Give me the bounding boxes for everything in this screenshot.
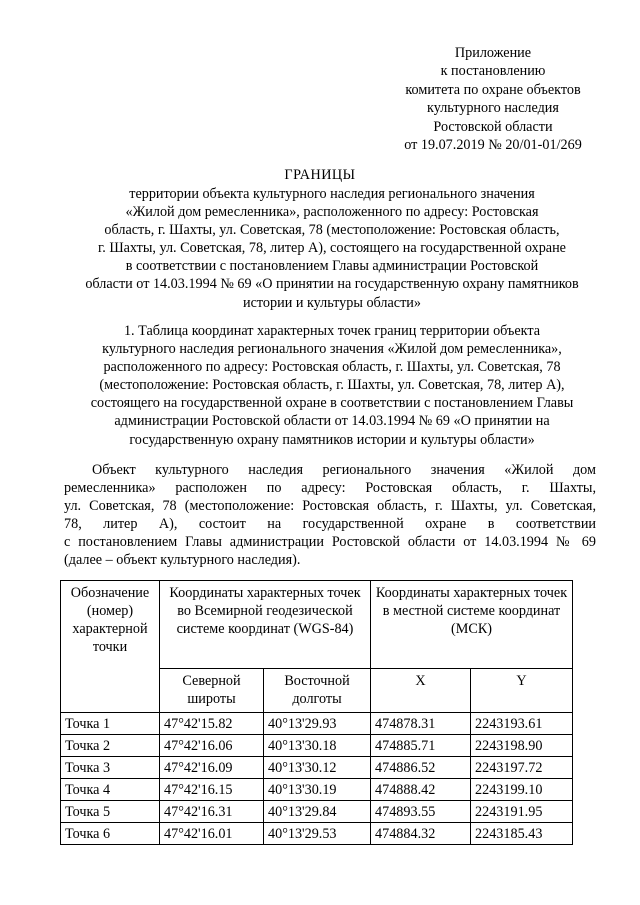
cell-lon: 40°13'29.93	[264, 713, 371, 735]
table-row	[61, 801, 573, 823]
header-north: Северной широты	[160, 669, 264, 713]
header-msk: Координаты характерных точек в местной системе координат (МСК)	[371, 581, 573, 669]
table-row	[61, 779, 573, 801]
document-subtitle	[54, 185, 610, 312]
header-x: X	[371, 669, 471, 713]
coordinates-table	[60, 580, 573, 845]
cell-y: 2243193.61	[471, 713, 573, 735]
cell-y: 2243191.95	[471, 801, 573, 823]
cell-x: 474878.31	[371, 713, 471, 735]
appendix-line: к постановлению	[440, 63, 546, 80]
table-row	[61, 823, 573, 845]
appendix-line: от 19.07.2019 № 20/01-01/269	[404, 137, 582, 154]
appendix-line: Ростовской области	[433, 118, 553, 135]
subtitle-line: области от 14.03.1994 № 69 «О принятии на государственную охрану памятников	[85, 276, 579, 293]
document-title: ГРАНИЦЫ	[284, 167, 356, 183]
section-line: 1. Таблица координат характерных точек границ территории объекта	[123, 323, 541, 339]
section-line: культурного наследия регионального значения «Жилой дом ремесленника»,	[102, 341, 562, 358]
cell-lon: 40°13'30.12	[264, 757, 371, 779]
subtitle-line: в соответствии с постановлением Главы администрации Ростовской	[125, 258, 539, 275]
paragraph-line: Объект культурного наследия регионального значения «Жилой дом	[92, 462, 596, 478]
cell-lat: 47°42'16.01	[160, 823, 264, 845]
paragraph-line: ремесленника» расположен по адресу: Ростовская область, г. Шахты,	[64, 480, 596, 497]
cell-point: Точка 2	[61, 735, 160, 757]
section-line: (местоположение: Ростовская область, г. Шахты, ул. Советская, 78, литер А),	[99, 377, 565, 394]
subtitle-line: «Жилой дом ремесленника», расположенного по адресу: Ростовская	[125, 204, 539, 221]
cell-y: 2243197.72	[471, 757, 573, 779]
section-line: расположенного по адресу: Ростовская область, г. Шахты, ул. Советская, 78	[103, 359, 561, 376]
object-description	[64, 461, 596, 570]
section-line: государственную охрану памятников истории и культуры области»	[129, 431, 535, 448]
cell-point: Точка 6	[61, 823, 160, 845]
cell-lat: 47°42'16.15	[160, 779, 264, 801]
cell-x: 474888.42	[371, 779, 471, 801]
cell-x: 474893.55	[371, 801, 471, 823]
appendix-header	[380, 44, 606, 154]
paragraph-line: с постановлением Главы администрации Ростовской области от 14.03.1994 № 69	[64, 534, 596, 551]
cell-lon: 40°13'29.84	[264, 801, 371, 823]
cell-point: Точка 4	[61, 779, 160, 801]
cell-lon: 40°13'30.19	[264, 779, 371, 801]
table-row	[61, 713, 573, 735]
appendix-line: Приложение	[454, 45, 532, 61]
header-wgs: Координаты характерных точек во Всемирной геодезической системе координат (WGS-84)	[160, 581, 371, 669]
cell-x: 474884.32	[371, 823, 471, 845]
cell-x: 474886.52	[371, 757, 471, 779]
header-designation: Обозначение (номер) характерной точки	[61, 581, 160, 713]
header-y: Y	[471, 669, 573, 713]
cell-point: Точка 1	[61, 713, 160, 735]
subtitle-line: область, г. Шахты, ул. Советская, 78 (местоположение: Ростовская область,	[104, 222, 560, 239]
paragraph-line: ул. Советская, 78 (местоположение: Ростовская область, г. Шахты, ул. Советская,	[64, 498, 596, 515]
cell-y: 2243198.90	[471, 735, 573, 757]
appendix-line: комитета по охране объектов	[405, 81, 581, 98]
table-row	[61, 735, 573, 757]
subtitle-line: территории объекта культурного наследия регионального значения	[129, 186, 535, 202]
cell-lat: 47°42'16.06	[160, 735, 264, 757]
cell-y: 2243185.43	[471, 823, 573, 845]
cell-lat: 47°42'15.82	[160, 713, 264, 735]
cell-y: 2243199.10	[471, 779, 573, 801]
section-1-heading	[54, 322, 610, 449]
table-row	[61, 757, 573, 779]
section-line: состоящего на государственной охране в соответствии с постановлением Главы	[90, 395, 574, 412]
cell-lon: 40°13'30.18	[264, 735, 371, 757]
section-line: администрации Ростовской области от 14.03.1994 № 69 «О принятии на	[114, 413, 550, 430]
cell-lat: 47°42'16.31	[160, 801, 264, 823]
subtitle-line: г. Шахты, ул. Советская, 78, литер А), состоящего на государственной охране	[98, 240, 566, 257]
cell-lat: 47°42'16.09	[160, 757, 264, 779]
header-east: Восточной долготы	[264, 669, 371, 713]
cell-lon: 40°13'29.53	[264, 823, 371, 845]
appendix-line: культурного наследия	[427, 100, 559, 117]
cell-point: Точка 5	[61, 801, 160, 823]
paragraph-line: (далее – объект культурного наследия).	[64, 552, 301, 569]
cell-x: 474885.71	[371, 735, 471, 757]
subtitle-line: истории и культуры области»	[243, 294, 421, 311]
cell-point: Точка 3	[61, 757, 160, 779]
paragraph-line: 78, литер А), состоит на государственной охране в соответствии	[64, 516, 596, 533]
